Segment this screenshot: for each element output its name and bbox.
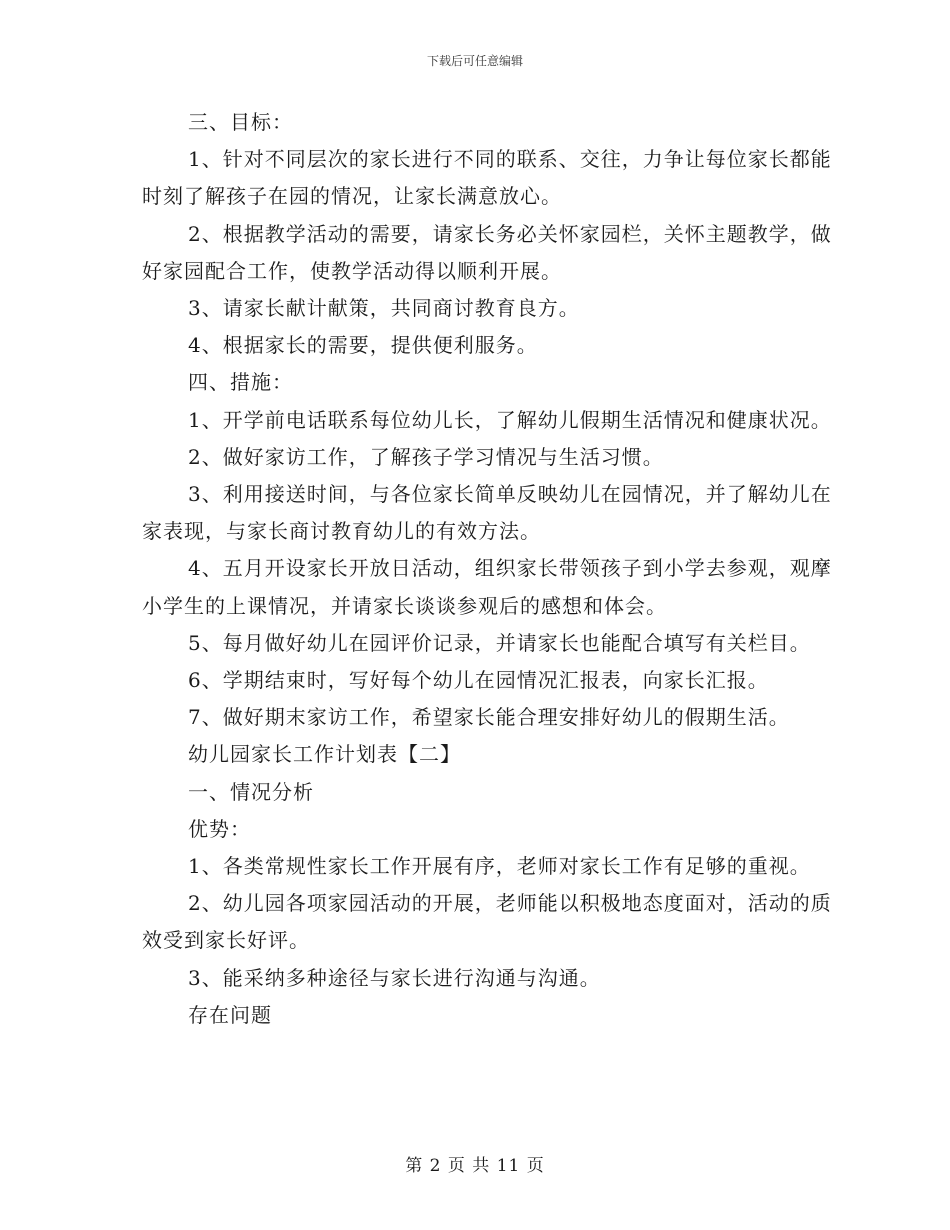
paragraph: 三、目标： xyxy=(188,110,293,134)
paragraph: 1、针对不同层次的家长进行不同的联系、交往，力争让每位家长都能时刻了解孩子在园的情况，让家长满意放心。 xyxy=(142,147,832,209)
subheading: 优势： xyxy=(188,816,251,841)
paragraph: 3、请家长献计献策，共同商讨教育良方。 xyxy=(188,296,580,321)
paragraph: 3、能采纳多种途径与家长进行沟通与沟通。 xyxy=(188,965,601,990)
paragraph: 2、做好家访工作，了解孩子学习情况与生活习惯。 xyxy=(188,444,664,469)
paragraph: 2、根据教学活动的需要，请家长务必关怀家园栏，关怀主题教学，做好家园配合工作，使教学活动得以顺利开展。 xyxy=(142,221,832,283)
section-title: 幼儿园家长工作计划表【二】 xyxy=(188,742,461,767)
page-header-note: 下载后可任意编辑 xyxy=(426,54,523,68)
paragraph: 7、做好期末家访工作，希望家长能合理安排好幼儿的假期生活。 xyxy=(188,705,790,730)
page-number-label: 第 2 页 共 11 页 xyxy=(405,1156,545,1176)
paragraph: 4、五月开设家长开放日活动，组织家长带领孩子到小学去参观，观摩小学生的上课情况，并请家长谈谈参观后的感想和体会。 xyxy=(142,556,832,618)
paragraph: 1、各类常规性家长工作开展有序，老师对家长工作有足够的重视。 xyxy=(188,854,811,879)
paragraph: 四、措施： xyxy=(188,370,293,395)
section-heading: 一、情况分析 xyxy=(188,779,314,804)
paragraph: 6、学期结束时，写好每个幼儿在园情况汇报表，向家长汇报。 xyxy=(188,668,769,693)
page-number xyxy=(0,1155,950,1177)
paragraph: 2、幼儿园各项家园活动的开展，老师能以积极地态度面对，活动的质效受到家长好评。 xyxy=(142,891,832,953)
paragraph: 4、根据家长的需要，提供便利服务。 xyxy=(188,333,538,358)
document-body xyxy=(142,104,832,1034)
subheading: 存在问题 xyxy=(188,1002,272,1027)
paragraph: 3、利用接送时间，与各位家长简单反映幼儿在园情况，并了解幼儿在家表现，与家长商讨教育幼儿的有效方法。 xyxy=(142,482,832,544)
paragraph: 1、开学前电话联系每位幼儿长，了解幼儿假期生活情况和健康状况。 xyxy=(188,407,832,432)
paragraph: 5、每月做好幼儿在园评价记录，并请家长也能配合填写有关栏目。 xyxy=(188,630,811,655)
